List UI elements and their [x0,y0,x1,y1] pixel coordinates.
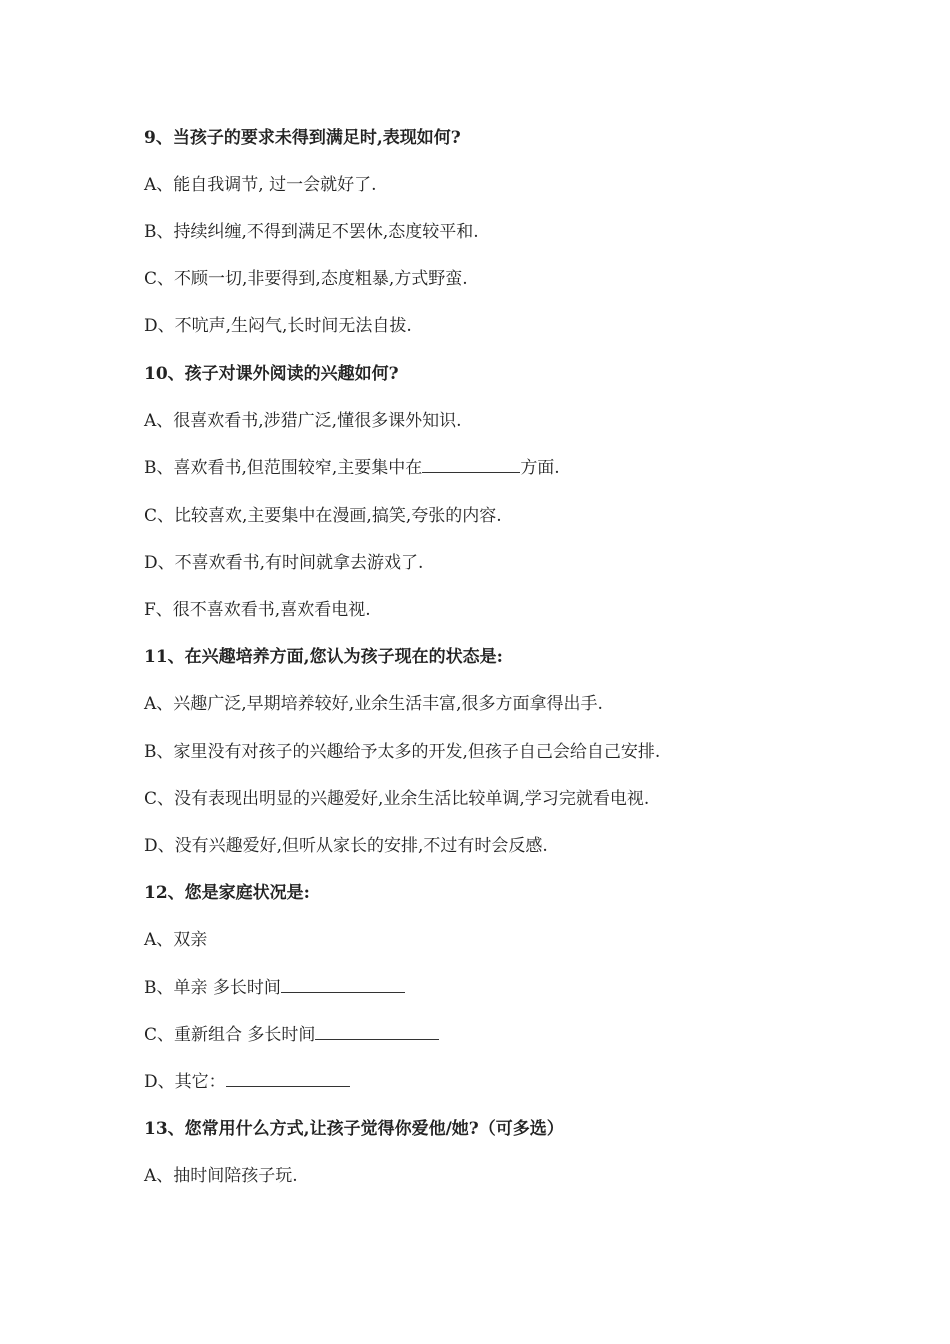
question-12-option-a: A、双亲 [144,930,208,950]
question-12-option-d [144,1070,350,1094]
fill-in-blank [315,1023,439,1040]
question-12-title: 12、您是家庭状况是: [144,883,310,903]
question-10-option-b [144,456,560,480]
question-12-option-c [144,1023,439,1047]
question-10-option-d: D、不喜欢看书,有时间就拿去游戏了. [144,553,424,573]
question-11-option-a: A、兴趣广泛,早期培养较好,业余生活丰富,很多方面拿得出手. [144,694,603,714]
question-10-option-b-suffix: 方面. [520,458,560,478]
question-12-option-d-text: D、其它： [144,1072,226,1092]
question-12-option-b-text: B、单亲 多长时间 [144,978,281,998]
question-13-title: 13、您常用什么方式,让孩子觉得你爱他/她?（可多选） [144,1119,564,1139]
question-10-option-b-text: B、喜欢看书,但范围较窄,主要集中在 [144,458,423,478]
question-10-option-c: C、比较喜欢,主要集中在漫画,搞笑,夸张的内容. [144,506,502,526]
question-9-option-c: C、不顾一切,非要得到,态度粗暴,方式野蛮. [144,269,468,289]
fill-in-blank [422,456,520,473]
question-9-option-a: A、能自我调节, 过一会就好了. [144,175,377,195]
question-9-title: 9、当孩子的要求未得到满足时,表现如何? [144,128,461,148]
question-11-title: 11、在兴趣培养方面,您认为孩子现在的状态是: [144,647,503,667]
question-9-option-b: B、持续纠缠,不得到满足不罢休,态度较平和. [144,222,479,242]
question-10-title: 10、孩子对课外阅读的兴趣如何? [144,364,399,384]
fill-in-blank [281,976,405,993]
question-11-option-c: C、没有表现出明显的兴趣爱好,业余生活比较单调,学习完就看电视. [144,789,650,809]
question-13-option-a: A、抽时间陪孩子玩. [144,1166,298,1186]
question-11-option-d: D、没有兴趣爱好,但听从家长的安排,不过有时会反感. [144,836,548,856]
question-10-option-a: A、很喜欢看书,涉猎广泛,懂很多课外知识. [144,411,462,431]
question-10-option-f: F、很不喜欢看书,喜欢看电视. [144,600,371,620]
question-12-option-c-text: C、重新组合 多长时间 [144,1025,316,1045]
question-9-option-d: D、不吭声,生闷气,长时间无法自拔. [144,316,412,336]
question-11-option-b: B、家里没有对孩子的兴趣给予太多的开发,但孩子自己会给自己安排. [144,742,661,762]
fill-in-blank [226,1070,350,1087]
question-12-option-b [144,976,405,1000]
